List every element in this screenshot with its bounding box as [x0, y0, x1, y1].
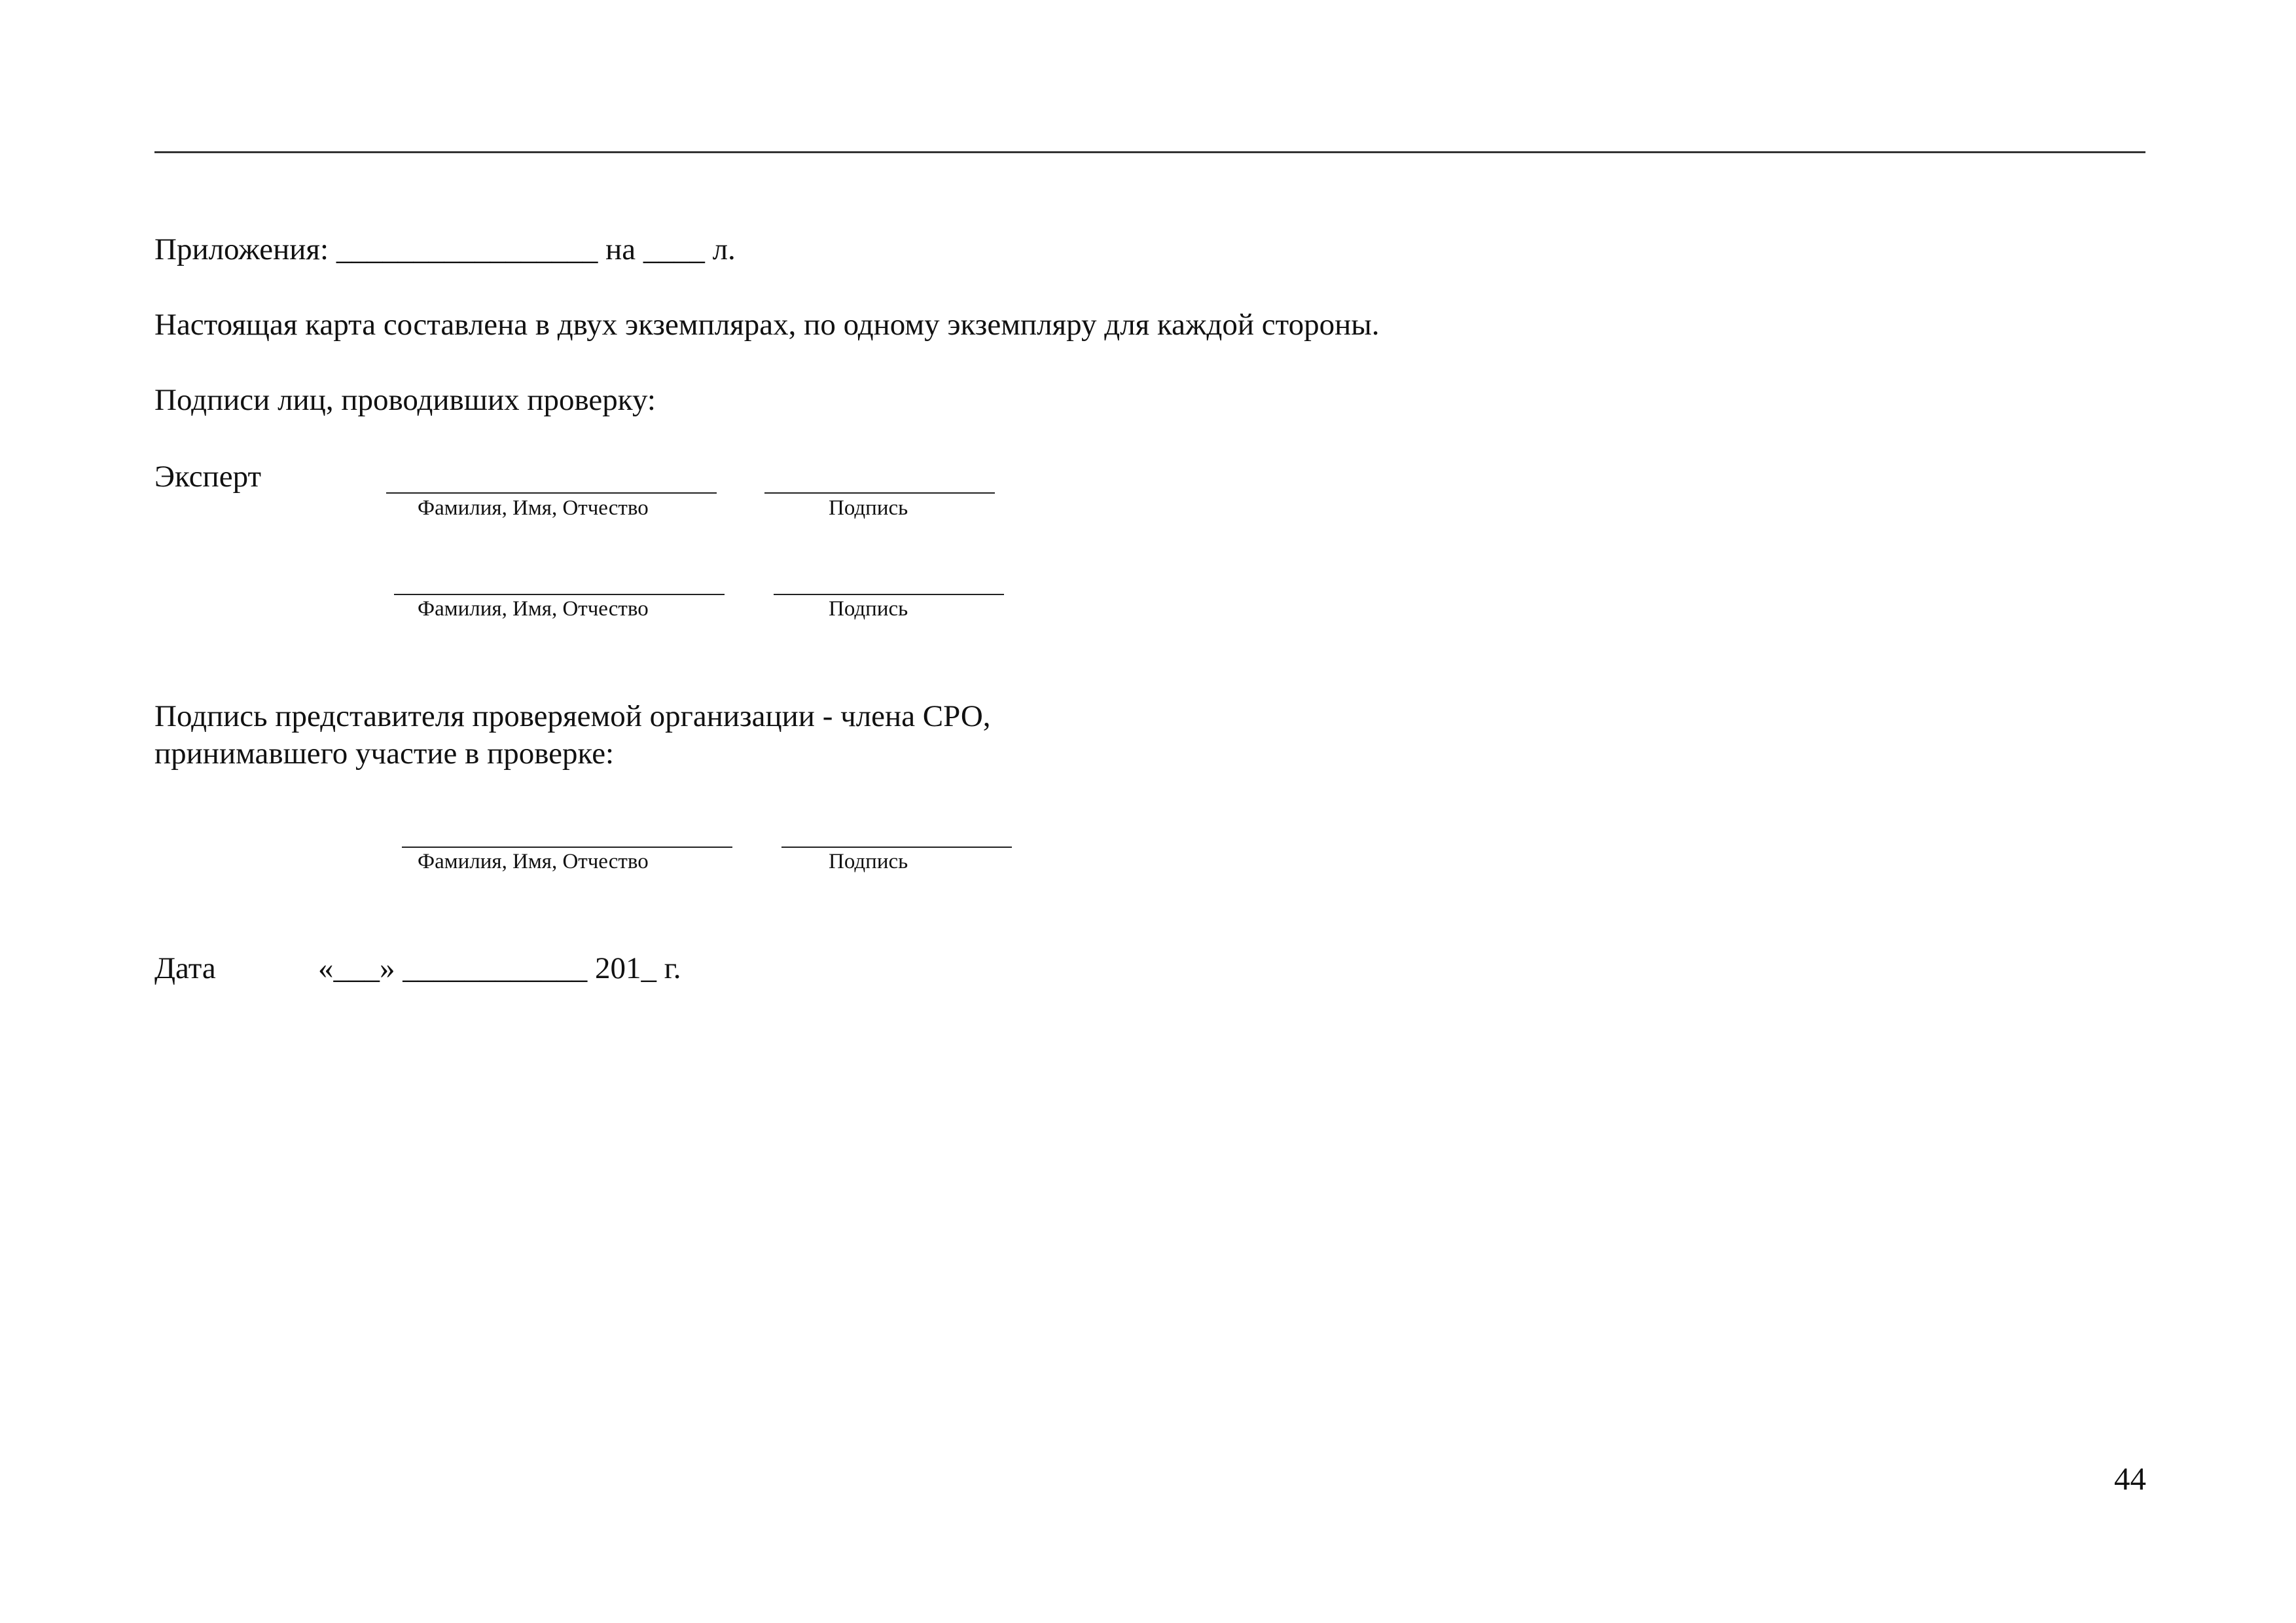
representative-name-caption: Фамилия, Имя, Отчество: [418, 850, 649, 873]
attachments-on: на: [605, 232, 636, 266]
representative-signature-line: [781, 847, 1012, 848]
attachments-unit: л.: [712, 232, 736, 266]
expert-signature-caption: Подпись: [829, 496, 908, 520]
attachments-pages-blank: ____: [643, 232, 705, 266]
attachments-label: Приложения:: [154, 232, 329, 266]
expert-signature-line: [764, 492, 995, 494]
expert-name-line: [386, 492, 717, 494]
second-expert-signature-caption: Подпись: [829, 597, 908, 621]
header-rule: [154, 151, 2145, 153]
attachments-blank: _________________: [336, 232, 598, 266]
representative-heading-line1: Подпись представителя проверяемой организации - члена СРО,: [154, 699, 991, 733]
copies-statement: Настоящая карта составлена в двух экземплярах, по одному экземпляру для каждой стороны.: [154, 308, 1380, 342]
second-expert-name-line: [394, 594, 725, 595]
representative-heading-line2: принимавшего участие в проверке:: [154, 737, 615, 771]
second-expert-signature-line: [774, 594, 1004, 595]
expert-name-caption: Фамилия, Имя, Отчество: [418, 496, 649, 520]
date-value: «___» ____________ 201_ г.: [318, 951, 681, 985]
page-number: 44: [2114, 1461, 2146, 1497]
representative-signature-caption: Подпись: [829, 850, 908, 873]
inspectors-heading: Подписи лиц, проводивших проверку:: [154, 383, 656, 417]
expert-label: Эксперт: [154, 460, 261, 494]
date-label: Дата: [154, 951, 216, 985]
second-expert-name-caption: Фамилия, Имя, Отчество: [418, 597, 649, 621]
representative-name-line: [402, 847, 732, 848]
attachments-line: [154, 234, 736, 265]
